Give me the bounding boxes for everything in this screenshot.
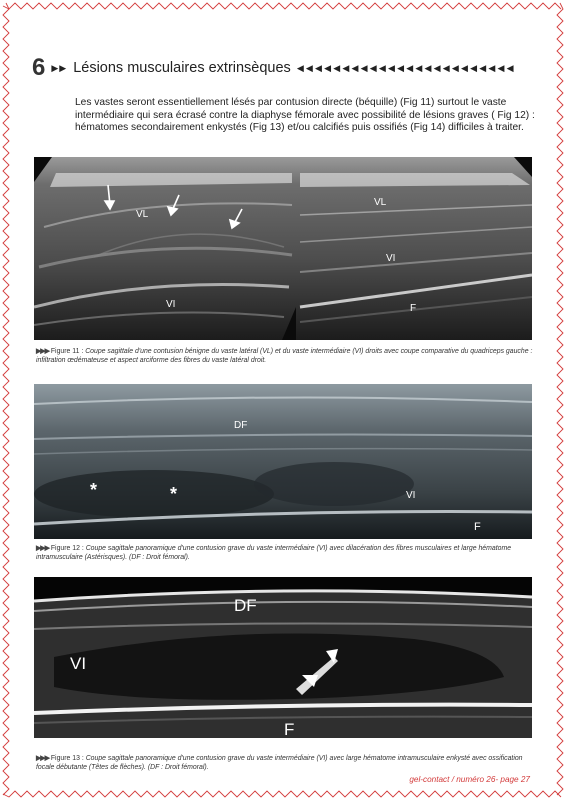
- f-label-right: F: [410, 303, 417, 314]
- asterisk-marker-2: *: [170, 484, 178, 504]
- caption-label: Figure 13 :: [50, 755, 84, 762]
- vi-label-right: VI: [386, 253, 396, 264]
- caption-arrows-icon: ▶▶▶: [36, 755, 49, 762]
- caption-text: Coupe sagittale d'une contusion bénigne du vaste latéral (VL) et du vaste intermédiaire (VI) droits avec coupe comparative du quadriceps gauche : infiltration œdémateuse et aspect arciforme des fibres du vaste latéral droit.: [36, 348, 533, 364]
- df-label: DF: [234, 596, 257, 615]
- f-label: F: [284, 720, 295, 738]
- vi-label: VI: [406, 490, 416, 501]
- arrow-left-icon: ◀◀◀◀◀◀◀◀◀◀◀◀◀◀◀◀◀◀◀◀◀◀◀◀: [296, 62, 516, 73]
- caption-text: Coupe sagittale panoramique d'une contusion grave du vaste intermédiaire (VI) avec large hématome intramusculaire enkysté avec ossification focale débutante (Têtes de flèches). (DF : Droit fémoral).: [36, 755, 523, 771]
- vi-label: VI: [166, 299, 176, 310]
- figure-12-ultrasound: [34, 384, 532, 539]
- f-label: F: [474, 521, 481, 533]
- section-heading: [32, 55, 542, 81]
- page-footer: gel-contact / numéro 26- page 27: [409, 775, 530, 784]
- section-number: 6: [32, 54, 46, 81]
- asterisk-marker-1: *: [90, 480, 98, 500]
- caption-label: Figure 11 :: [50, 348, 84, 355]
- caption-text: Coupe sagittale panoramique d'une contusion grave du vaste intermédiaire (VI) avec dilacération des fibres musculaires et large hématome intramusculaire (Astérisques). (DF : Droit fémoral).: [36, 545, 512, 561]
- intro-paragraph: Les vastes seront essentiellement lésés par contusion directe (béquille) (Fig 11) surtout le vaste intermédiaire qui sera écrasé contre la diaphyse fémorale avec possibilité de lésions graves ( Fig 12) : hématomes secondairement enkystés (Fig 13) et/ou calcifiés puis ossifiés (Fig 14) difficiles à traiter.: [75, 97, 535, 134]
- caption-label: Figure 12 :: [50, 545, 84, 552]
- figure-12-caption: [36, 545, 536, 562]
- section-title: Lésions musculaires extrinsèques: [73, 60, 291, 76]
- figure-11-ultrasound: [34, 157, 532, 340]
- caption-arrows-icon: ▶▶▶: [36, 348, 49, 355]
- vl-label: VL: [136, 209, 149, 220]
- figure-11-caption: [36, 348, 536, 365]
- figure-13-ultrasound: [34, 577, 532, 738]
- caption-arrows-icon: ▶▶▶: [36, 545, 49, 552]
- figure-13-caption: [36, 755, 536, 772]
- df-label: DF: [234, 420, 248, 431]
- vl-label-right: VL: [374, 197, 387, 208]
- arrow-right-icon: ▶▶: [51, 62, 68, 73]
- vi-label: VI: [70, 654, 87, 673]
